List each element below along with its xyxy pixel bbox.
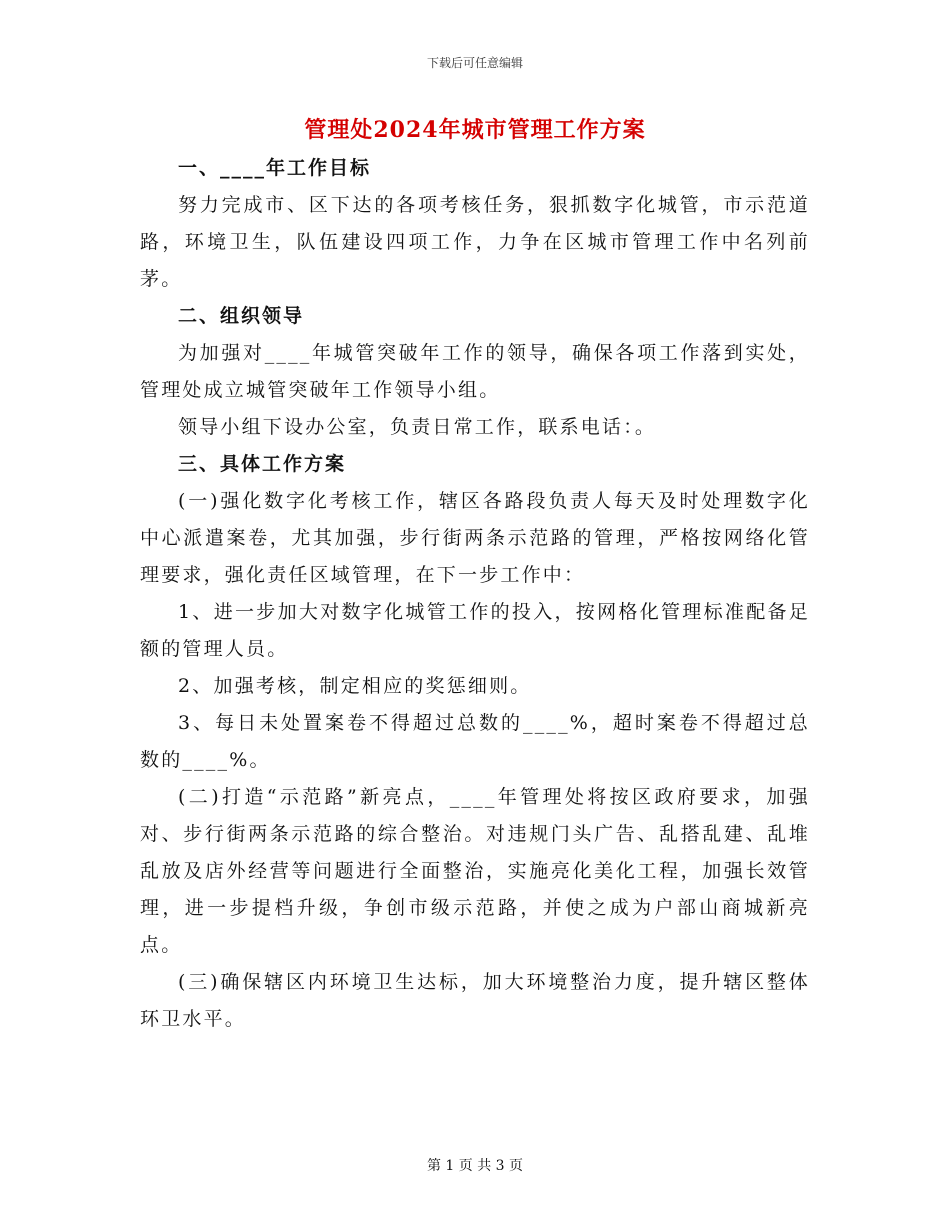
paragraph-plan-3: (三)确保辖区内环境卫生达标，加大环境整治力度，提升辖区整体环卫水平。 (140, 971, 810, 1030)
document-body (140, 150, 810, 1038)
paragraph-item-1: 1、进一步加大对数字化城管工作的投入，按网格化管理标准配备足额的管理人员。 (140, 601, 810, 660)
paragraph-leadership: 为加强对____年城管突破年工作的领导，确保各项工作落到实处，管理处成立城管突破年工作领导小组。 (140, 342, 810, 401)
section-heading-plan: 三、具体工作方案 (178, 453, 347, 475)
paragraph-office: 领导小组下设办公室，负责日常工作，联系电话：。 (178, 416, 657, 438)
section-heading-leadership: 二、组织领导 (178, 305, 305, 327)
paragraph-item-2: 2、加强考核，制定相应的奖惩细则。 (178, 675, 532, 697)
download-note: 下载后可任意编辑 (426, 56, 523, 70)
paragraph-plan-1: (一)强化数字化考核工作，辖区各路段负责人每天及时处理数字化中心派遣案卷，尤其加强，步行街两条示范路的管理，严格按网络化管理要求，强化责任区域管理，在下一步工作中： (140, 490, 810, 586)
paragraph-item-3: 3、每日未处置案卷不得超过总数的____%，超时案卷不得超过总数的____%。 (140, 712, 810, 771)
paragraph-goals: 努力完成市、区下达的各项考核任务，狠抓数字化城管，市示范道路，环境卫生，队伍建设四项工作，力争在区城市管理工作中名列前茅。 (140, 194, 810, 290)
section-heading-goals: 一、____年工作目标 (178, 157, 372, 179)
document-title: 管理处2024年城市管理工作方案 (304, 117, 646, 143)
page-number: 第 1 页 共 3 页 (426, 1158, 524, 1174)
paragraph-plan-2: (二)打造“示范路”新亮点，____年管理处将按区政府要求，加强对、步行街两条示范路的综合整治。对违规门头广告、乱搭乱建、乱堆乱放及店外经营等问题进行全面整治，实施亮化美化工程，加强长效管理，进一步提档升级，争创市级示范路，并使之成为户部山商城新亮点。 (140, 786, 810, 956)
